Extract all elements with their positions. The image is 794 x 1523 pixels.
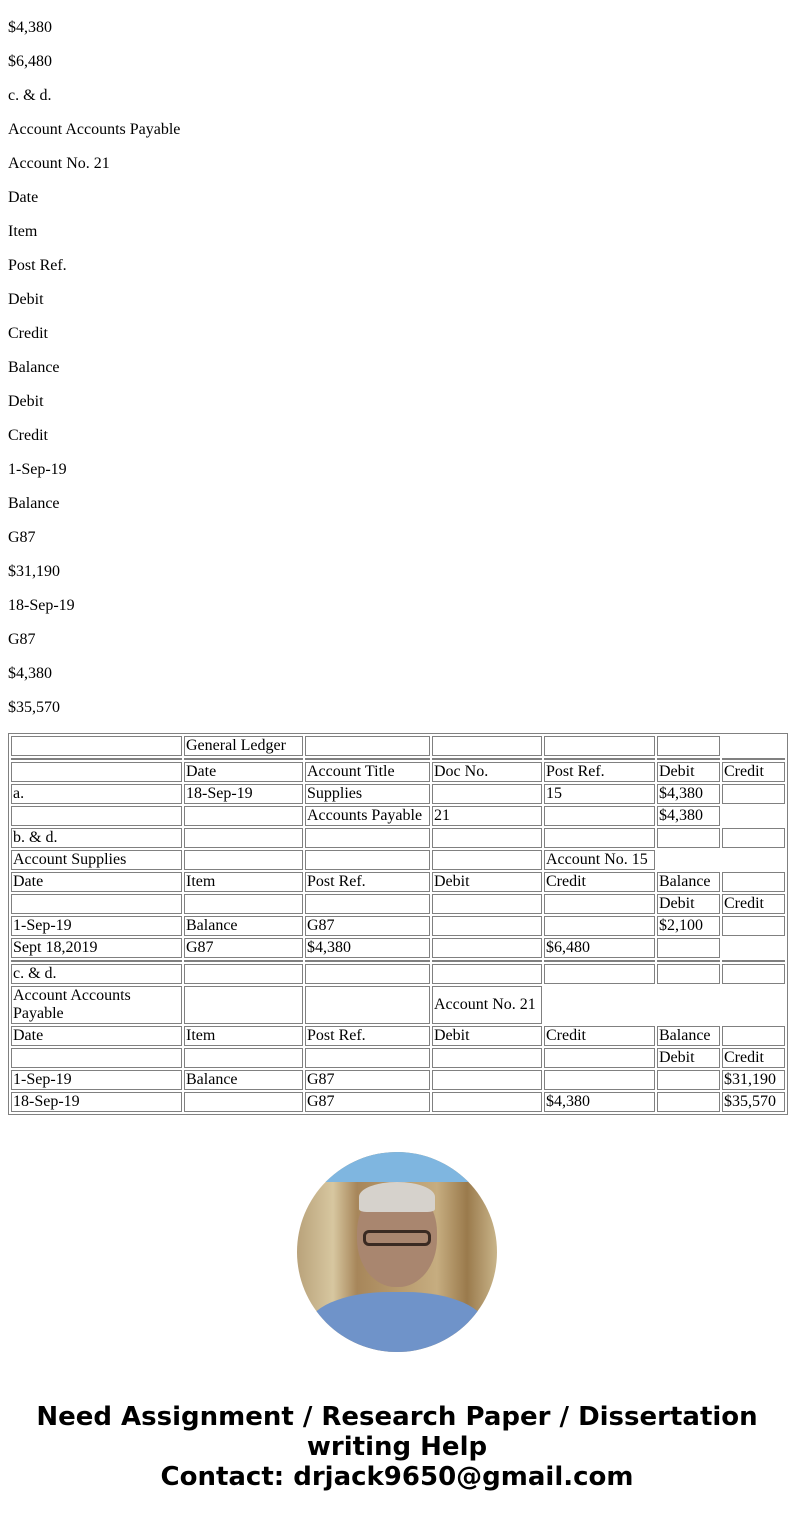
table-cell: c. & d. — [11, 964, 182, 984]
table-cell: G87 — [305, 1092, 430, 1112]
text-line: Balance — [8, 359, 60, 376]
table-cell: 21 — [432, 806, 542, 826]
text-line: Item — [8, 223, 38, 240]
table-cell — [544, 806, 655, 826]
table-cell: Debit — [432, 872, 542, 892]
table-cell: Account Title — [305, 762, 430, 782]
text-line: $31,190 — [8, 563, 60, 580]
table-cell — [11, 1048, 182, 1068]
separator-cell — [305, 758, 430, 760]
table-cell: $2,100 — [657, 916, 720, 936]
table-cell — [544, 1048, 655, 1068]
table-cell: Supplies — [305, 784, 430, 804]
table-cell — [432, 938, 542, 958]
table-row — [11, 916, 785, 936]
table-cell — [432, 784, 542, 804]
table-row — [11, 960, 785, 962]
table-cell — [722, 872, 785, 892]
table-cell: Post Ref. — [305, 872, 430, 892]
table-cell — [544, 964, 655, 984]
separator-cell — [305, 960, 430, 962]
table-cell — [657, 964, 720, 984]
text-line: $4,380 — [8, 19, 52, 36]
help-heading: Need Assignment / Research Paper / Dissertation writing Help — [36, 1402, 758, 1462]
blank-space — [657, 986, 720, 1024]
table-cell: a. — [11, 784, 182, 804]
table-cell — [432, 894, 542, 914]
table-cell — [11, 806, 182, 826]
table-cell — [305, 1048, 430, 1068]
table-cell — [432, 828, 542, 848]
table-cell — [722, 964, 785, 984]
table-cell — [184, 828, 303, 848]
table-cell — [184, 986, 303, 1024]
table-cell: Balance — [184, 916, 303, 936]
table-row — [11, 964, 785, 984]
table-cell — [722, 784, 785, 804]
text-line: Debit — [8, 291, 44, 308]
blank-space — [722, 850, 785, 870]
table-cell: Date — [11, 872, 182, 892]
table-cell: $4,380 — [657, 784, 720, 804]
table-cell — [184, 894, 303, 914]
table-cell: $35,570 — [722, 1092, 785, 1112]
table-cell: 15 — [544, 784, 655, 804]
table-row — [11, 1026, 785, 1046]
table-cell: Account Accounts Payable — [11, 986, 182, 1024]
contact-email: Contact: drjack9650@gmail.com — [160, 1462, 634, 1492]
table-row — [11, 1092, 785, 1112]
table-cell: Credit — [722, 762, 785, 782]
author-photo — [297, 1152, 497, 1352]
ledger-table — [8, 733, 788, 1115]
table-row — [11, 1048, 785, 1068]
table-cell — [305, 850, 430, 870]
table-cell: Balance — [184, 1070, 303, 1090]
table-cell: Date — [11, 1026, 182, 1046]
text-line: $4,380 — [8, 665, 52, 682]
text-line: Post Ref. — [8, 257, 67, 274]
table-cell — [184, 1048, 303, 1068]
table-cell — [305, 828, 430, 848]
separator-cell — [722, 960, 785, 962]
table-cell — [432, 1048, 542, 1068]
separator-cell — [432, 960, 542, 962]
table-cell — [544, 916, 655, 936]
table-row — [11, 850, 785, 870]
separator-cell — [432, 758, 542, 760]
table-cell: b. & d. — [11, 828, 182, 848]
table-cell: Credit — [722, 894, 785, 914]
blank-space — [722, 986, 785, 1024]
table-cell — [432, 736, 542, 756]
table-cell: $4,380 — [544, 1092, 655, 1112]
text-line: 1-Sep-19 — [8, 461, 67, 478]
table-cell — [184, 964, 303, 984]
table-cell — [11, 762, 182, 782]
separator-cell — [184, 758, 303, 760]
text-line: G87 — [8, 631, 36, 648]
text-line: Account Accounts Payable — [8, 121, 181, 138]
table-cell: General Ledger — [184, 736, 303, 756]
contact-banner — [8, 1402, 786, 1492]
table-cell — [432, 1070, 542, 1090]
table-cell — [657, 828, 720, 848]
table-cell — [11, 894, 182, 914]
table-cell: Credit — [544, 1026, 655, 1046]
separator-cell — [11, 758, 182, 760]
table-cell — [722, 916, 785, 936]
table-cell: Account No. 21 — [432, 986, 542, 1024]
table-cell — [305, 986, 430, 1024]
table-cell: Account Supplies — [11, 850, 182, 870]
table-row — [11, 938, 785, 958]
separator-cell — [722, 758, 785, 760]
table-cell: Balance — [657, 872, 720, 892]
table-row — [11, 758, 785, 760]
text-line: $35,570 — [8, 699, 60, 716]
table-cell: $4,380 — [657, 806, 720, 826]
table-cell — [657, 1070, 720, 1090]
separator-cell — [657, 960, 720, 962]
separator-cell — [544, 960, 655, 962]
table-cell: G87 — [305, 1070, 430, 1090]
table-row — [11, 784, 785, 804]
table-row — [11, 806, 785, 826]
separator-cell — [184, 960, 303, 962]
table-row — [11, 736, 785, 756]
table-row — [11, 872, 785, 892]
table-cell — [305, 736, 430, 756]
table-cell — [657, 736, 720, 756]
table-cell — [657, 938, 720, 958]
table-row — [11, 762, 785, 782]
table-cell: Accounts Payable — [305, 806, 430, 826]
separator-cell — [544, 758, 655, 760]
table-cell — [657, 1092, 720, 1112]
blank-space — [722, 736, 785, 756]
text-line: Balance — [8, 495, 60, 512]
text-line: Credit — [8, 427, 48, 444]
table-cell: Date — [184, 762, 303, 782]
table-cell — [184, 806, 303, 826]
text-line: $6,480 — [8, 53, 52, 70]
table-cell — [432, 1092, 542, 1112]
table-cell — [544, 1070, 655, 1090]
table-cell: G87 — [305, 916, 430, 936]
table-row — [11, 986, 785, 1024]
blank-space — [722, 806, 785, 826]
table-cell: Debit — [657, 894, 720, 914]
text-line: G87 — [8, 529, 36, 546]
table-cell: 1-Sep-19 — [11, 1070, 182, 1090]
table-cell: Debit — [432, 1026, 542, 1046]
table-cell: 18-Sep-19 — [184, 784, 303, 804]
table-cell — [544, 894, 655, 914]
table-cell: Balance — [657, 1026, 720, 1046]
text-line: Debit — [8, 393, 44, 410]
table-cell: G87 — [184, 938, 303, 958]
table-cell: Post Ref. — [305, 1026, 430, 1046]
table-cell: $31,190 — [722, 1070, 785, 1090]
text-line: c. & d. — [8, 87, 52, 104]
table-cell — [11, 736, 182, 756]
table-cell: Post Ref. — [544, 762, 655, 782]
table-row — [11, 894, 785, 914]
text-line: Credit — [8, 325, 48, 342]
separator-cell — [657, 758, 720, 760]
table-cell: Credit — [722, 1048, 785, 1068]
table-cell: 18-Sep-19 — [11, 1092, 182, 1112]
table-cell: Debit — [657, 1048, 720, 1068]
table-cell — [432, 916, 542, 936]
table-cell — [544, 828, 655, 848]
table-cell: Credit — [544, 872, 655, 892]
table-cell: Item — [184, 1026, 303, 1046]
table-cell — [305, 894, 430, 914]
table-cell — [305, 964, 430, 984]
text-line: Account No. 21 — [8, 155, 110, 172]
separator-cell — [11, 960, 182, 962]
table-cell: Sept 18,2019 — [11, 938, 182, 958]
text-line: Date — [8, 189, 39, 206]
table-cell — [722, 1026, 785, 1046]
table-cell: Item — [184, 872, 303, 892]
table-cell — [184, 850, 303, 870]
table-cell: Doc No. — [432, 762, 542, 782]
table-cell — [184, 1092, 303, 1112]
table-row — [11, 828, 785, 848]
table-cell — [432, 964, 542, 984]
table-cell — [432, 850, 542, 870]
blank-space — [544, 986, 655, 1024]
table-cell — [544, 736, 655, 756]
table-cell: 1-Sep-19 — [11, 916, 182, 936]
table-row — [11, 1070, 785, 1090]
table-cell: Account No. 15 — [544, 850, 655, 870]
table-cell: $6,480 — [544, 938, 655, 958]
text-line: 18-Sep-19 — [8, 597, 75, 614]
table-cell — [722, 828, 785, 848]
blank-space — [657, 850, 720, 870]
table-cell: Debit — [657, 762, 720, 782]
blank-space — [722, 938, 785, 958]
answer-text — [8, 19, 786, 717]
table-cell: $4,380 — [305, 938, 430, 958]
